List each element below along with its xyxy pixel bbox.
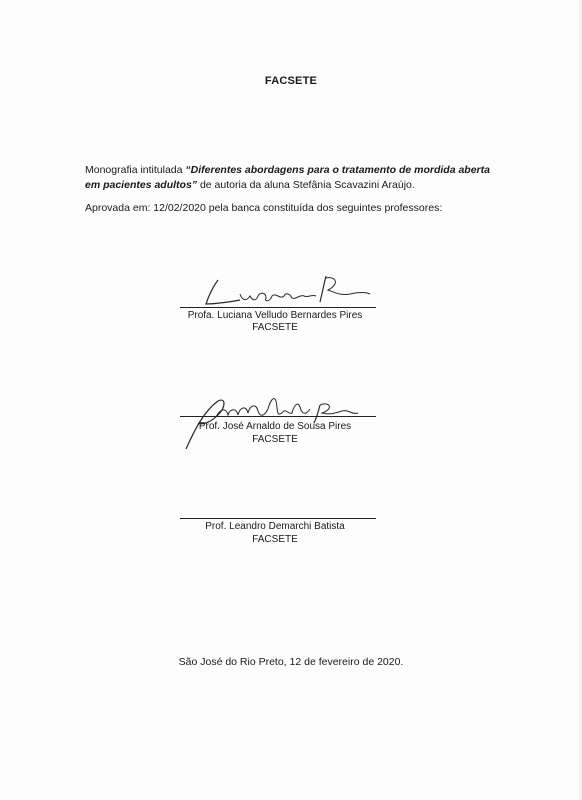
signature-line-3 (180, 518, 376, 519)
place-and-date: São José do Rio Preto, 12 de fevereiro de 2020. (178, 656, 404, 668)
committee-member-name-1: Profa. Luciana Velludo Bernardes Pires (187, 310, 363, 321)
approval-author: de autoria da aluna Stefânia Scavazini Araújo. (197, 179, 415, 191)
committee-member-name-2: Prof. José Arnaldo de Sousa Pires (198, 421, 352, 432)
committee-member-institution-2: FACSETE (252, 434, 298, 445)
institution-heading: FACSETE (264, 75, 318, 87)
monograph-title: “Diferentes abordagens para o tratamento de mordida aberta em pacientes adultos” (85, 164, 490, 191)
signature-line-2 (180, 416, 376, 417)
approval-date-line: Aprovada em: 12/02/2020 pela banca constituída dos seguintes professores: (85, 202, 443, 214)
committee-member-institution-1: FACSETE (252, 322, 298, 333)
signature-block-3 (160, 505, 390, 555)
signature-block-2 (160, 385, 390, 455)
approval-intro: Monografia intitulada (85, 164, 186, 176)
signature-block-1 (160, 270, 390, 340)
signature-line-1 (180, 307, 376, 308)
approval-statement (85, 163, 500, 193)
committee-member-name-3: Prof. Leandro Demarchi Batista (205, 521, 345, 532)
page-edge-shadow (576, 0, 582, 800)
signature-mark-1 (200, 270, 390, 310)
committee-member-institution-3: FACSETE (252, 534, 298, 545)
